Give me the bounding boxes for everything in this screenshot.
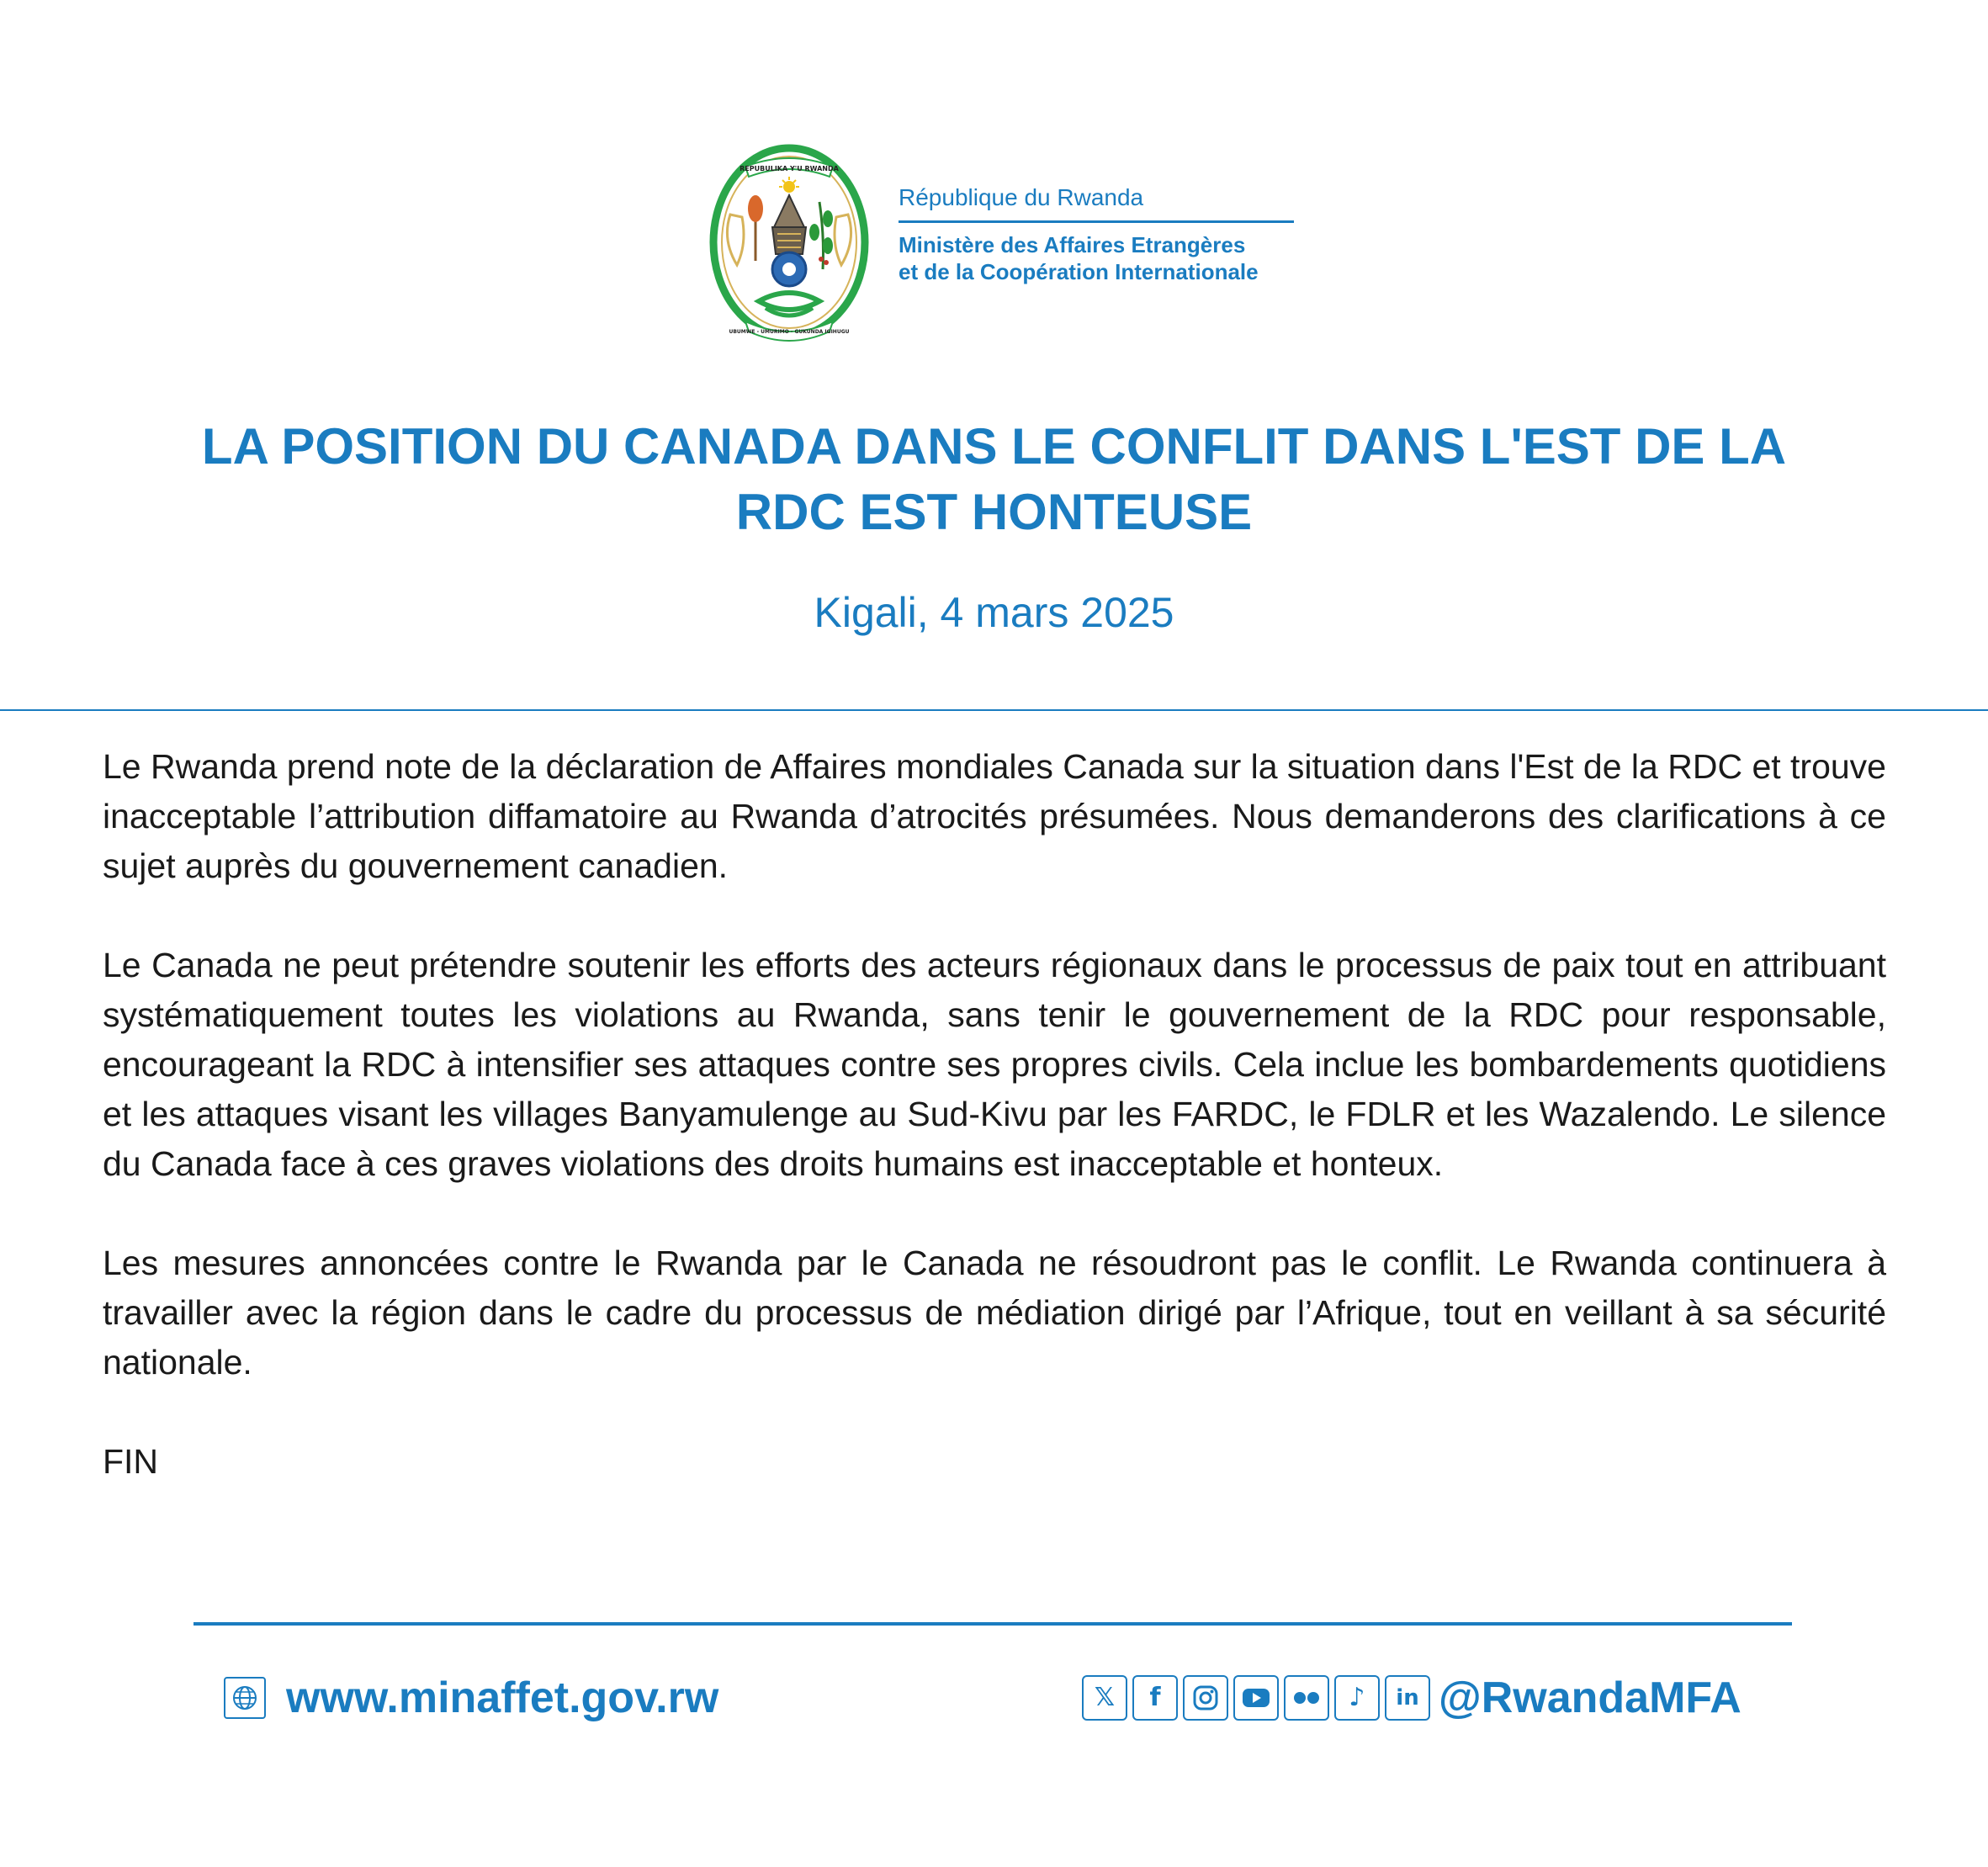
statement-paragraph: Les mesures annoncées contre le Rwanda par le Canada ne résoudront pas le conflit. Le Rwanda continuera à travailler avec la région dans le cadre du processus de médiation dirigé par l’Afrique, tout en veillant à sa sécurité nationale. [103,1244,1886,1382]
page-title-line1: LA POSITION DU CANADA DANS LE CONFLIT DANS L'EST DE LA [201,418,1787,475]
ministry-name-line1: Ministère des Affaires Etrangères [899,232,1246,257]
youtube-icon[interactable] [1233,1675,1279,1721]
emblem-bottom-text: UBUMWE - UMURIMO - GUKUNDA IGIHUGU [729,329,850,335]
website-link[interactable]: www.minaffet.gov.rw [286,1673,719,1722]
statement-end-marker: FIN [103,1442,159,1481]
tiktok-icon[interactable]: ♪ [1334,1675,1380,1721]
flickr-icon[interactable] [1284,1675,1329,1721]
social-media-group [1082,1674,1741,1721]
ministry-header [705,143,1311,353]
page-title-line2: RDC EST HONTEUSE [735,484,1253,540]
statement-paragraph: Le Rwanda prend note de la déclaration de Affaires mondiales Canada sur la situation dans l'Est de la RDC et trouve inacceptable l’attribution diffamatoire au Rwanda d’atrocités présumées. Nous demanderons des clarifications à ce sujet auprès du gouvernement canadien. [103,747,1886,885]
facebook-icon[interactable]: f [1132,1675,1178,1721]
emblem-top-text: REPUBULIKA Y'U RWANDA [740,165,839,172]
website-link-group[interactable] [224,1674,718,1721]
linkedin-icon[interactable]: in [1385,1675,1430,1721]
republic-name: République du Rwanda [899,184,1144,210]
social-handle[interactable]: @RwandaMFA [1439,1673,1741,1722]
statement-paragraph: Le Canada ne peut prétendre soutenir les efforts des acteurs régionaux dans le processus de paix tout en attribuant systématiquement toutes les violations au Rwanda, sans tenir le gouvernement de la RDC pour responsable, encourageant la RDC à intensifier ses attaques contre ses propres civils. Cela inclue les bombardements quotidiens et les attaques visant les villages Banyamulenge au Sud-Kivu par les FARDC, le FDLR et les Wazalendo. Le silence du Canada face à ces graves violations des droits humains est inacceptable et honteux. [103,946,1886,1183]
ministry-name-block [899,183,1294,285]
ministry-name-line2: et de la Coopération Internationale [899,259,1259,284]
dateline: Kigali, 4 mars 2025 [814,589,1174,636]
instagram-icon[interactable] [1183,1675,1228,1721]
ministry-divider [899,220,1294,223]
globe-icon [224,1677,266,1719]
x-icon[interactable]: 𝕏 [1082,1675,1127,1721]
footer-divider [193,1622,1792,1626]
header-divider [0,709,1988,711]
rwanda-coat-of-arms-icon [705,143,873,353]
page-title [0,414,1988,545]
statement-body [103,742,1886,1487]
